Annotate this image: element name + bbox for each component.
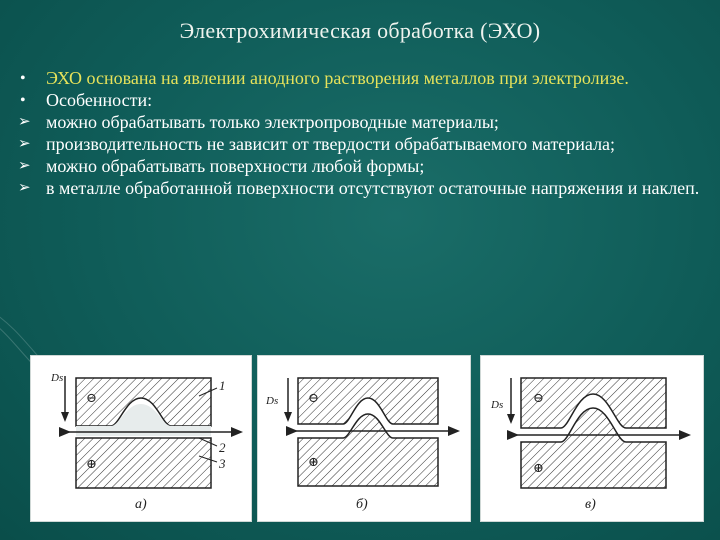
diagram-c-svg bbox=[481, 356, 703, 521]
bullet-text: ЭХО основана на явлении анодного растворения металлов при электролизе. bbox=[46, 68, 629, 88]
callout-1: 1 bbox=[219, 378, 226, 393]
feed-label: Ds bbox=[51, 372, 64, 384]
slide-title: Электрохимическая обработка (ЭХО) bbox=[179, 18, 541, 43]
diagram-b bbox=[257, 355, 471, 522]
bullet-text: можно обрабатывать только электропроводные материалы; bbox=[46, 112, 499, 132]
feed-label: Ds bbox=[266, 395, 279, 407]
caption-c: в) bbox=[585, 497, 596, 512]
plus-sign: ⊕ bbox=[86, 456, 97, 471]
bullet-list bbox=[18, 68, 708, 200]
bullet-item bbox=[18, 178, 708, 199]
minus-sign: ⊖ bbox=[86, 390, 97, 405]
diagram-a bbox=[30, 355, 252, 522]
diagram-b-svg bbox=[258, 356, 470, 521]
diagram-a-svg bbox=[31, 356, 251, 521]
callout-3: 3 bbox=[219, 456, 226, 471]
caption-b: б) bbox=[356, 497, 368, 512]
bullet-text: в металле обработанной поверхности отсутствуют остаточные напряжения и наклеп. bbox=[46, 178, 700, 198]
plus-sign: ⊕ bbox=[533, 460, 544, 475]
bullet-item bbox=[18, 134, 708, 155]
feed-label: Ds bbox=[491, 399, 504, 411]
bullet-item bbox=[18, 112, 708, 133]
diagram-c bbox=[480, 355, 704, 522]
bullet-text: производительность не зависит от твердости обрабатываемого материала; bbox=[46, 134, 616, 154]
bullet-item bbox=[18, 68, 708, 89]
caption-a: а) bbox=[135, 497, 147, 512]
minus-sign: ⊖ bbox=[308, 390, 319, 405]
bullet-dot-icon: • bbox=[20, 92, 26, 109]
plus-sign: ⊕ bbox=[308, 454, 319, 469]
callout-2: 2 bbox=[219, 440, 226, 455]
minus-sign: ⊖ bbox=[533, 390, 544, 405]
bullet-dot-icon: • bbox=[20, 70, 26, 87]
bullet-arrow-icon: ➢ bbox=[18, 114, 31, 130]
workpiece bbox=[298, 414, 438, 486]
bullet-item bbox=[18, 156, 708, 177]
bullet-arrow-icon: ➢ bbox=[18, 158, 31, 174]
bullet-text: можно обрабатывать поверхности любой формы; bbox=[46, 156, 425, 176]
bullet-arrow-icon: ➢ bbox=[18, 180, 31, 196]
bullet-text: Особенности: bbox=[46, 90, 153, 110]
bullet-item bbox=[18, 90, 708, 111]
bullet-arrow-icon: ➢ bbox=[18, 136, 31, 152]
